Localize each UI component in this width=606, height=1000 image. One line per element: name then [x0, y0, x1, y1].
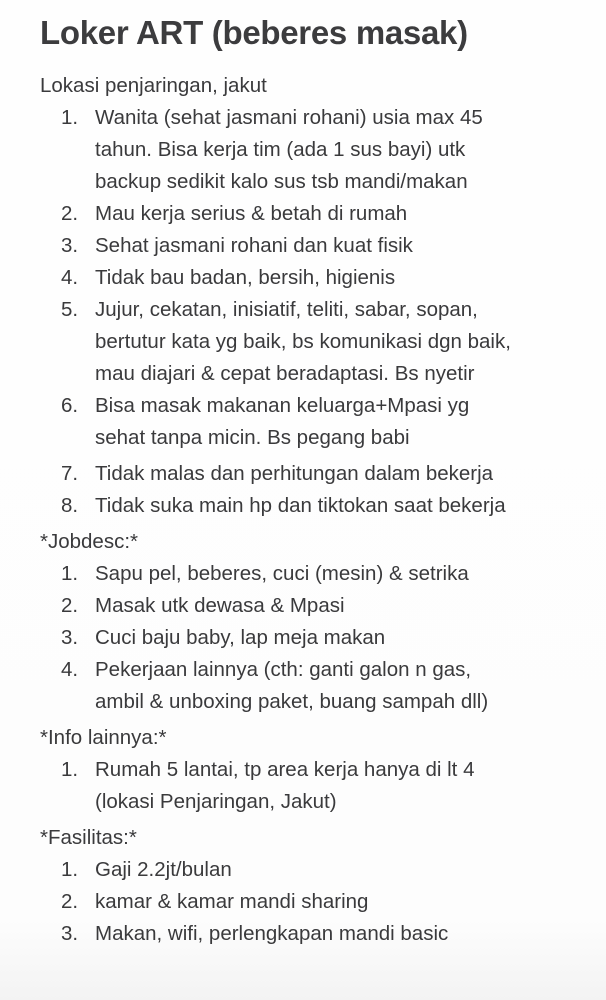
item-text: Bisa masak makanan keluarga+Mpasi yg [95, 394, 470, 417]
item-number: 1. [61, 562, 79, 585]
item-text: Gaji 2.2jt/bulan [95, 858, 232, 881]
item-number: 2. [61, 594, 79, 617]
list-item [40, 490, 600, 522]
item-text: Sehat jasmani rohani dan kuat fisik [95, 234, 413, 257]
fasilitas-list [40, 854, 600, 950]
item-text: Jujur, cekatan, inisiatif, teliti, sabar, sopan, [95, 298, 478, 321]
item-text: Mau kerja serius & betah di rumah [95, 202, 408, 225]
list-item [40, 854, 600, 886]
item-text: Makan, wifi, perlengkapan mandi basic [95, 922, 449, 945]
page-title: Loker ART (beberes masak) [40, 14, 468, 51]
item-text: Tidak suka main hp dan tiktokan saat bekerja [95, 494, 506, 517]
item-text: Masak utk dewasa & Mpasi [95, 594, 345, 617]
item-number: 1. [61, 858, 79, 881]
item-number: 1. [61, 106, 79, 129]
list-item [40, 458, 600, 490]
list-item [40, 198, 600, 230]
list-item [40, 390, 600, 454]
item-text: Rumah 5 lantai, tp area kerja hanya di lt 4 [95, 758, 475, 781]
list-item [40, 918, 600, 950]
item-text: Cuci baju baby, lap meja makan [95, 626, 386, 649]
item-number: 6. [61, 394, 79, 417]
item-number: 2. [61, 202, 79, 225]
item-number: 8. [61, 494, 79, 517]
jobdesc-list [40, 558, 600, 718]
item-number: 3. [61, 922, 79, 945]
item-text: backup sedikit kalo sus tsb mandi/makan [95, 170, 468, 193]
info-heading: *Info lainnya:* [40, 726, 167, 749]
list-item [40, 558, 600, 590]
item-text: (lokasi Penjaringan, Jakut) [95, 790, 337, 813]
item-text: Wanita (sehat jasmani rohani) usia max 45 [95, 106, 483, 129]
item-text: Sapu pel, beberes, cuci (mesin) & setrika [95, 562, 469, 585]
list-item [40, 230, 600, 262]
list-item [40, 654, 600, 718]
note-body [40, 70, 600, 950]
fasilitas-heading: *Fasilitas:* [40, 826, 137, 849]
location-line: Lokasi penjaringan, jakut [40, 74, 267, 97]
jobdesc-heading: *Jobdesc:* [40, 530, 139, 553]
list-item [40, 102, 600, 198]
item-text: Tidak bau badan, bersih, higienis [95, 266, 396, 289]
list-item [40, 294, 600, 390]
item-text: ambil & unboxing paket, buang sampah dll) [95, 690, 489, 713]
item-number: 4. [61, 266, 79, 289]
item-text: Tidak malas dan perhitungan dalam bekerja [95, 462, 494, 485]
item-number: 2. [61, 890, 79, 913]
list-item [40, 886, 600, 918]
item-number: 3. [61, 234, 79, 257]
item-text: sehat tanpa micin. Bs pegang babi [95, 426, 410, 449]
list-item [40, 754, 600, 818]
item-text: kamar & kamar mandi sharing [95, 890, 369, 913]
item-text: mau diajari & cepat beradaptasi. Bs nyetir [95, 362, 475, 385]
list-item [40, 590, 600, 622]
item-number: 1. [61, 758, 79, 781]
item-text: Pekerjaan lainnya (cth: ganti galon n gas, [95, 658, 472, 681]
item-number: 4. [61, 658, 79, 681]
item-text: bertutur kata yg baik, bs komunikasi dgn baik, [95, 330, 511, 353]
list-item [40, 622, 600, 654]
item-text: tahun. Bisa kerja tim (ada 1 sus bayi) utk [95, 138, 466, 161]
info-list [40, 754, 600, 818]
item-number: 5. [61, 298, 79, 321]
item-number: 7. [61, 462, 79, 485]
list-item [40, 262, 600, 294]
item-number: 3. [61, 626, 79, 649]
requirements-list [40, 102, 600, 522]
